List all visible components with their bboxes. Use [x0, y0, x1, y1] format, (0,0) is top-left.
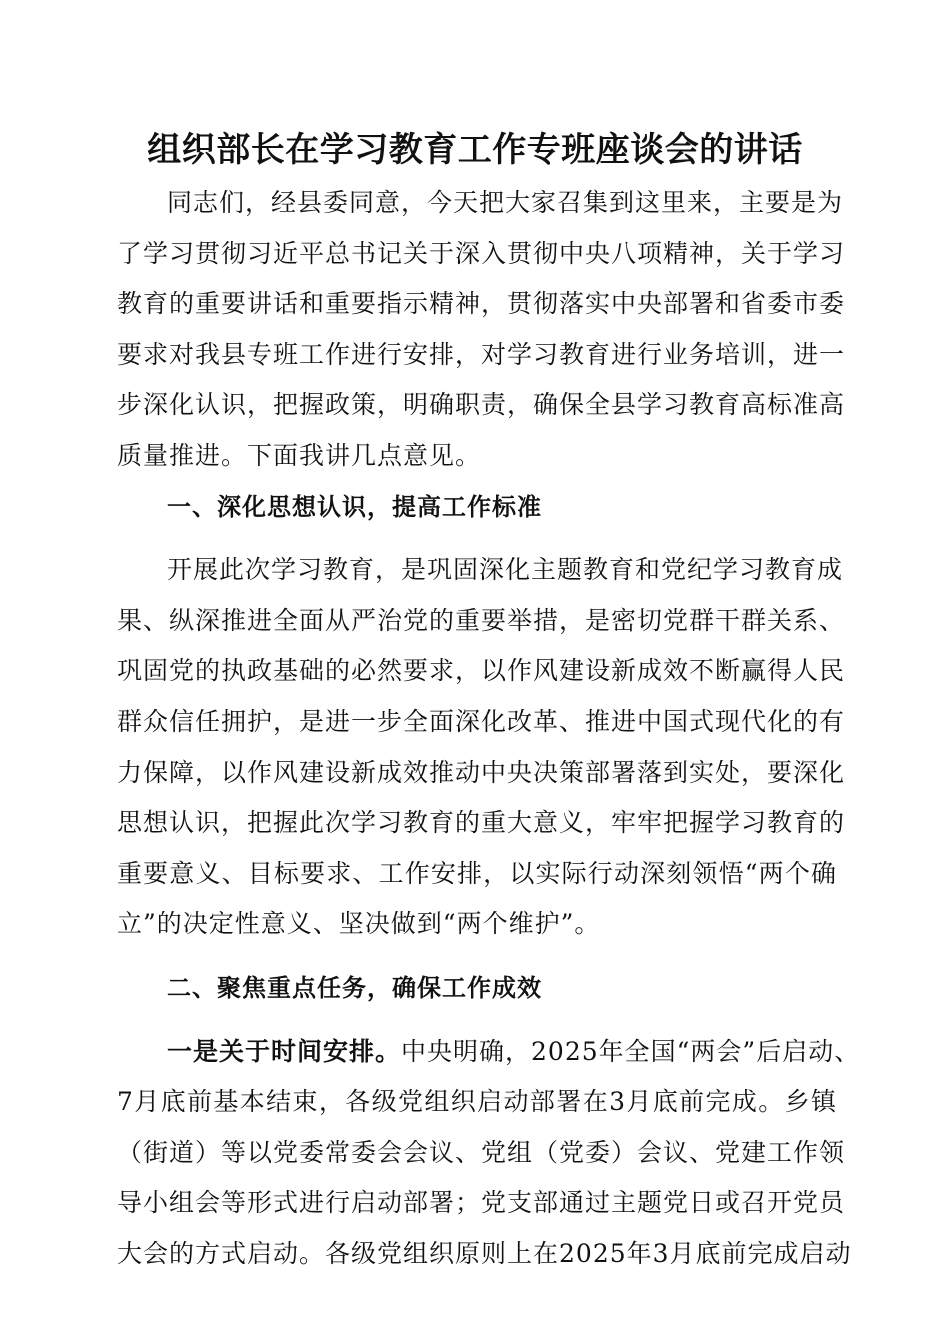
paragraph-line: 果、纵深推进全面从严治党的重要举措，是密切党群干群关系、 — [117, 605, 846, 635]
paragraph-line: 要求对我县专班工作进行安排，对学习教育进行业务培训，进一 — [117, 339, 846, 369]
paragraph-line: 重要意义、目标要求、工作安排，以实际行动深刻领悟“两个确 — [117, 858, 837, 888]
paragraph-line: 群众信任拥护，是进一步全面深化改革、推进中国式现代化的有 — [117, 706, 846, 736]
paragraph-line-rest: 中央明确，2025年全国“两会”后启动、 — [401, 1036, 861, 1066]
paragraph-line: 大会的方式启动。各级党组织原则上在2025年3月底前完成启动 — [117, 1238, 852, 1268]
paragraph-line: （街道）等以党委常委会会议、党组（党委）会议、党建工作领 — [117, 1137, 846, 1167]
paragraph-line: 教育的重要讲话和重要指示精神，贯彻落实中央部署和省委市委 — [117, 289, 846, 319]
section-heading-1: 一、深化思想认识，提高工作标准 — [167, 492, 542, 521]
document-title: 组织部长在学习教育工作专班座谈会的讲话 — [147, 130, 803, 170]
paragraph-line: 了学习贯彻习近平总书记关于深入贯彻中央八项精神，关于学习 — [117, 238, 846, 268]
paragraph-line: 立”的决定性意义、坚决做到“两个维护”。 — [117, 909, 601, 939]
section-gap — [117, 950, 837, 963]
paragraph-line: 步深化认识，把握政策，明确职责，确保全县学习教育高标准高 — [117, 390, 846, 420]
paragraph-lead-bold: 一是关于时间安排。 — [167, 1036, 402, 1066]
paragraph-line: 开展此次学习教育，是巩固深化主题教育和党纪学习教育成 — [167, 555, 844, 585]
paragraph-line: 导小组会等形式进行启动部署；党支部通过主题党日或召开党员 — [117, 1188, 846, 1218]
paragraph-line: 质量推进。下面我讲几点意见。 — [117, 440, 482, 470]
paragraph-line — [117, 1027, 861, 1078]
section-gap — [117, 1014, 837, 1027]
paragraph-line: 同志们，经县委同意，今天把大家召集到这里来，主要是为 — [167, 188, 844, 217]
paragraph-line: 思想认识，把握此次学习教育的重大意义，牢牢把握学习教育的 — [117, 808, 846, 838]
section-gap — [117, 532, 837, 545]
paragraph-line: 巩固党的执政基础的必然要求，以作风建设新成效不断赢得人民 — [117, 656, 846, 686]
paragraph-line: 7月底前基本结束，各级党组织启动部署在3月底前完成。乡镇 — [117, 1087, 837, 1117]
section-heading-2: 二、聚焦重点任务，确保工作成效 — [167, 973, 542, 1002]
document-body — [117, 178, 861, 1279]
paragraph-line: 力保障，以作风建设新成效推动中央决策部署落到实处，要深化 — [117, 757, 846, 787]
